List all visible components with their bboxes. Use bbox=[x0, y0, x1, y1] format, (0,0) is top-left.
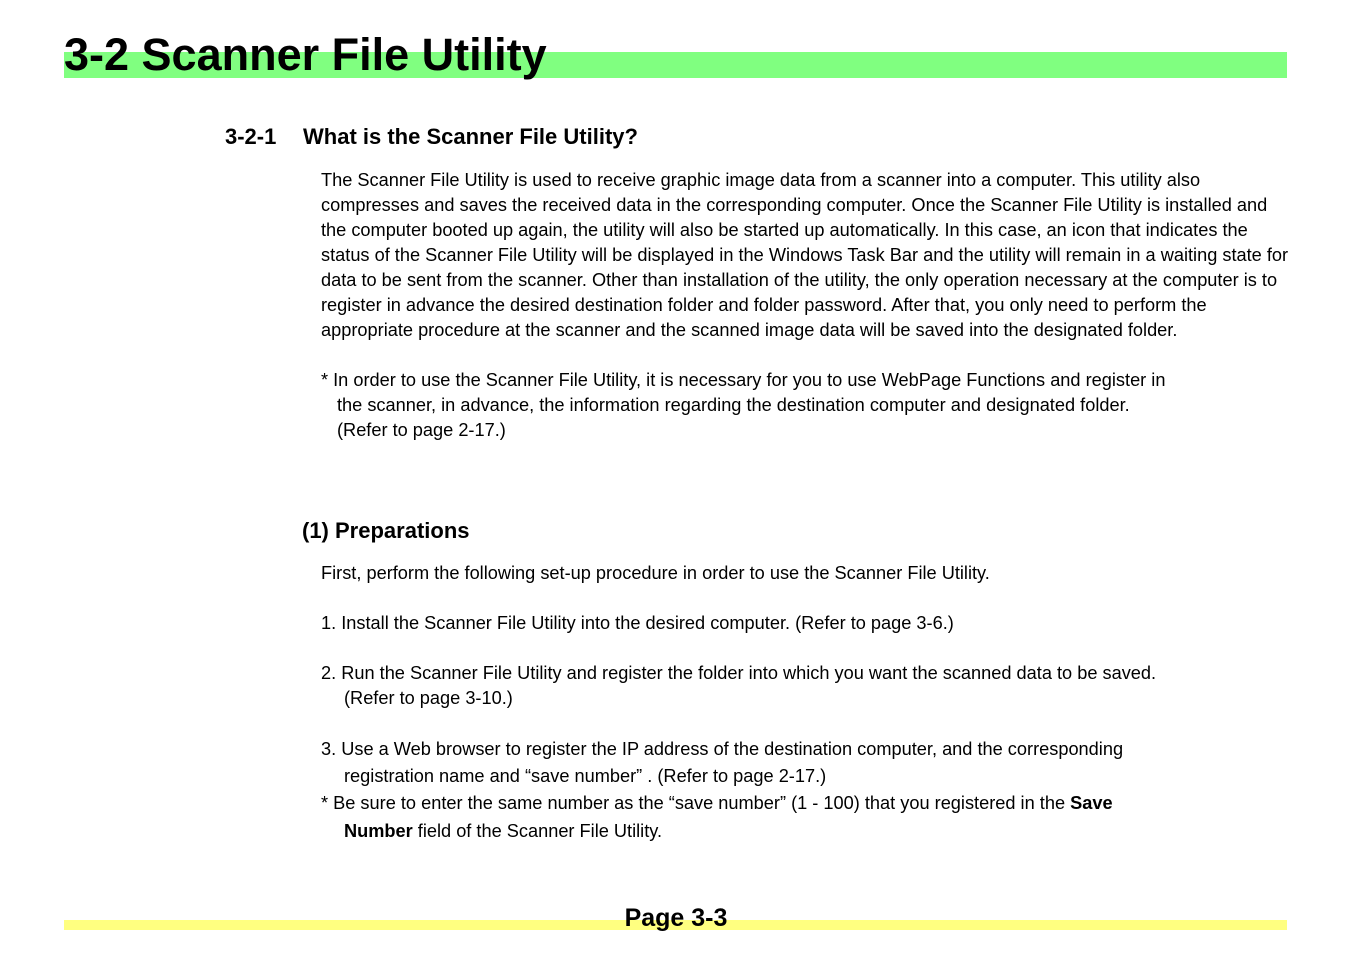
note-bold: Number bbox=[344, 821, 413, 841]
note-text: * Be sure to enter the same number as the “save number” (1 - 100) that you registered in the bbox=[321, 793, 1071, 813]
intro-paragraph: The Scanner File Utility is used to receive graphic image data from a scanner into a computer. This utility also compresses and saves the received data in the corresponding computer. Once the Scanner File Utility is installed and the computer booted up again, the utility will also be started up automatically. In this case, an icon that indicates the status of the Scanner File Utility will be displayed in the Windows Task Bar and the utility will remain in a waiting state for data to be sent from the scanner. Other than installation of the utility, the only operation necessary at the computer is to register in advance the desired destination folder and folder password. After that, you only need to perform the appropriate procedure at the scanner and the scanned image data will be saved into the designated folder. bbox=[321, 170, 1289, 340]
note-line: (Refer to page 2-17.) bbox=[337, 420, 506, 440]
page-title: 3-2 Scanner File Utility bbox=[64, 29, 547, 80]
step-2: 2. Run the Scanner File Utility and register the folder into which you want the scanned data to be saved. bbox=[321, 663, 1157, 683]
section-heading bbox=[225, 123, 638, 151]
preparations-intro: First, perform the following set-up procedure in order to use the Scanner File Utility. bbox=[321, 563, 990, 583]
preparations-heading: (1) Preparations bbox=[302, 518, 470, 543]
section-title: What is the Scanner File Utility? bbox=[303, 124, 638, 149]
save-number-note bbox=[321, 790, 1296, 817]
note-bold: Save bbox=[1070, 793, 1113, 813]
save-number-note-cont bbox=[344, 818, 1319, 845]
note-line: the scanner, in advance, the information regarding the destination computer and designated folder. bbox=[337, 395, 1130, 415]
step-3: 3. Use a Web browser to register the IP address of the destination computer, and the corresponding bbox=[321, 739, 1124, 759]
page-number: Page 3-3 bbox=[624, 904, 728, 932]
step-3-cont: registration name and “save number” . (Refer to page 2-17.) bbox=[344, 766, 827, 786]
webpage-note bbox=[321, 368, 1296, 443]
note-line: * In order to use the Scanner File Utility, it is necessary for you to use WebPage Functions and register in bbox=[321, 370, 1166, 390]
step-2-ref: (Refer to page 3-10.) bbox=[344, 688, 513, 708]
section-number: 3-2-1 bbox=[225, 124, 277, 149]
note-text: field of the Scanner File Utility. bbox=[412, 821, 663, 841]
step-1: 1. Install the Scanner File Utility into the desired computer. (Refer to page 3-6.) bbox=[321, 613, 954, 633]
